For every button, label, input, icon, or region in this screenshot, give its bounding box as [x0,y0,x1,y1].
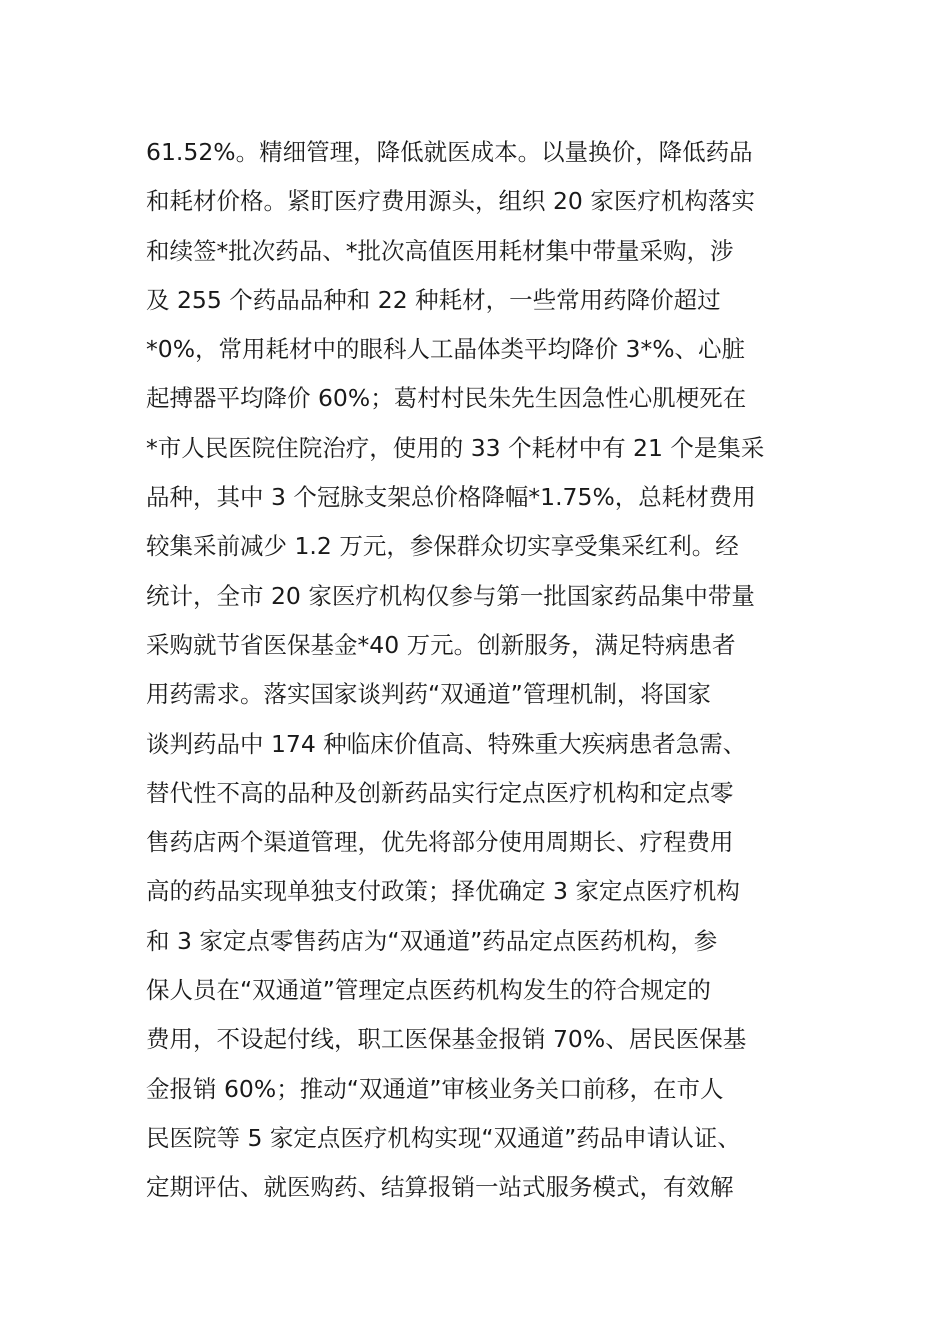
text-line: 较集采前减少 1.2 万元，参保群众切实享受集采红利。经 [146,532,739,561]
text-line: 61.52%。精细管理，降低就医成本。以量换价，降低药品 [146,138,753,166]
text-line: *0%，常用耗材中的眼科人工晶体类平均降价 3*%、心脏 [146,335,746,364]
text-line: 和耗材价格。紧盯医疗费用源头，组织 20 家医疗机构落实 [146,187,755,216]
text-line: 品种，其中 3 个冠脉支架总价格降幅*1.75%，总耗材费用 [146,483,756,512]
text-line: 统计，全市 20 家医疗机构仅参与第一批国家药品集中带量 [146,581,755,610]
text-line: *市人民医院住院治疗，使用的 33 个耗材中有 21 个是集采 [146,433,765,462]
text-line: 采购就节省医保基金*40 万元。创新服务，满足特病患者 [146,630,736,659]
text-line: 定期评估、就医购药、结算报销一站式服务模式，有效解 [146,1173,734,1202]
text-line: 金报销 60%；推动“双通道”审核业务关口前移，在市人 [146,1074,724,1103]
text-line: 保人员在“双通道”管理定点医药机构发生的符合规定的 [146,976,711,1005]
document-body [146,128,846,1213]
text-line: 费用，不设起付线，职工医保基金报销 70%、居民医保基 [146,1025,747,1054]
text-line: 和续签*批次药品、*批次高值医用耗材集中带量采购，涉 [146,236,734,265]
text-line: 用药需求。落实国家谈判药“双通道”管理机制，将国家 [146,680,711,709]
text-line: 谈判药品中 174 种临床价值高、特殊重大疾病患者急需、 [146,729,747,758]
text-line: 民医院等 5 家定点医疗机构实现“双通道”药品申请认证、 [146,1123,741,1152]
text-line: 及 255 个药品品种和 22 种耗材，一些常用药降价超过 [146,285,721,314]
text-line: 起搏器平均降价 60%；葛村村民朱先生因急性心肌梗死在 [146,384,747,413]
text-line: 高的药品实现单独支付政策；择优确定 3 家定点医疗机构 [146,877,740,906]
text-line: 和 3 家定点零售药店为“双通道”药品定点医药机构，参 [146,926,718,955]
text-line: 售药店两个渠道管理，优先将部分使用周期长、疗程费用 [146,828,734,857]
text-line: 替代性不高的品种及创新药品实行定点医疗机构和定点零 [146,778,734,807]
